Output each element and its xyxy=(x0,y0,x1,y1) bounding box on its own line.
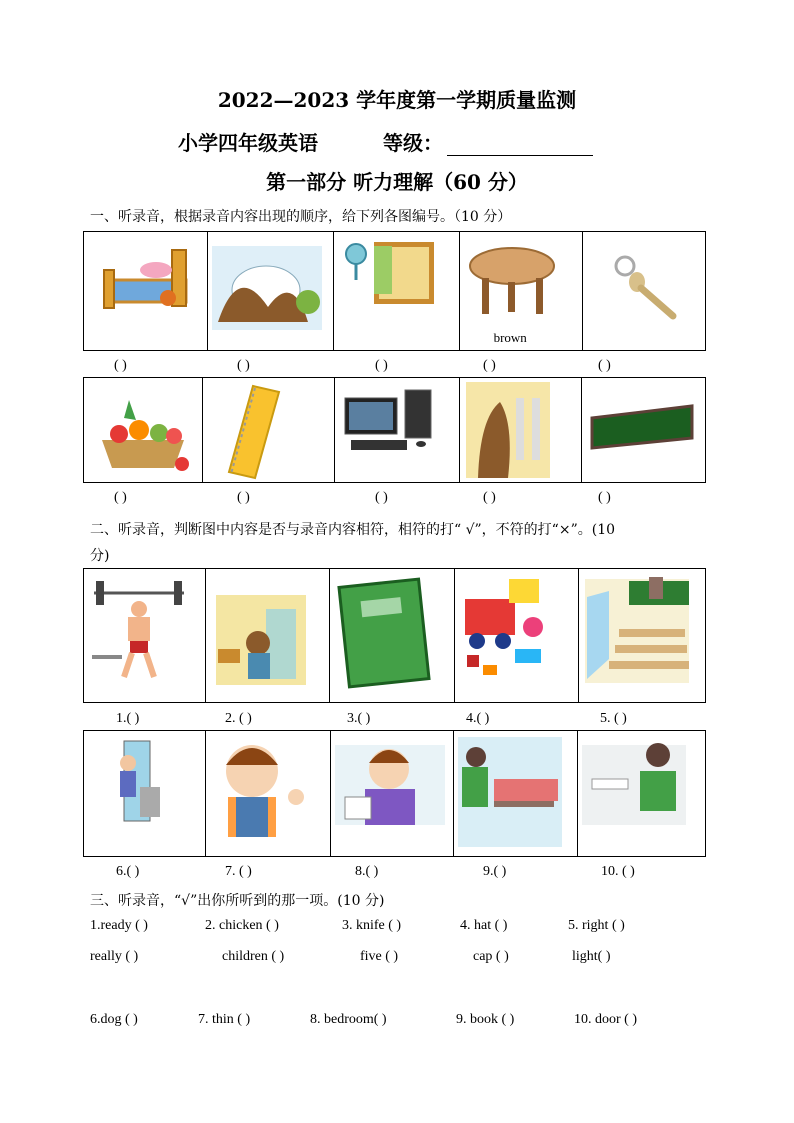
judge-2[interactable]: 2. ( ) xyxy=(225,711,252,726)
choice-5b[interactable]: light( ) xyxy=(572,949,611,964)
classroom-icon xyxy=(579,569,705,702)
judge-6[interactable]: 6.( ) xyxy=(116,864,140,879)
notebook-cell xyxy=(203,378,335,482)
boy-desk-cell xyxy=(454,731,578,856)
window-cleaning-cell xyxy=(208,232,334,350)
girl-door-icon xyxy=(84,731,206,856)
subtitle xyxy=(178,127,593,156)
teddy-classroom-cell xyxy=(206,569,330,702)
judge-4[interactable]: 4.( ) xyxy=(466,711,490,726)
window-fan-cell xyxy=(334,232,459,350)
wall-cell xyxy=(460,378,582,482)
judge-9[interactable]: 9.( ) xyxy=(483,864,507,879)
blank-1-4[interactable]: ( ) xyxy=(483,358,496,373)
choice-4b[interactable]: cap ( ) xyxy=(473,949,509,964)
table-cell xyxy=(460,232,583,350)
judge-10[interactable]: 10. ( ) xyxy=(601,864,635,879)
blackboard-icon xyxy=(582,378,705,482)
key-icon xyxy=(583,232,705,350)
page-title: 2022—2023 学年度第一学期质量监测 xyxy=(217,88,577,112)
blank-1-3[interactable]: ( ) xyxy=(375,358,388,373)
section1-row1 xyxy=(83,231,706,351)
teddy-classroom-icon xyxy=(206,569,330,702)
section2-row1 xyxy=(83,568,706,703)
blank-1-5[interactable]: ( ) xyxy=(598,358,611,373)
blank-1-1[interactable]: ( ) xyxy=(114,358,127,373)
choice-1a[interactable]: 1.ready ( ) xyxy=(90,918,148,933)
boy-waving-icon xyxy=(206,731,331,856)
weightlifter-cell xyxy=(84,569,206,702)
storybook-icon xyxy=(330,569,454,702)
blank-2-1[interactable]: ( ) xyxy=(114,490,127,505)
fruit-basket-cell xyxy=(84,378,203,482)
grade-label: 等级： xyxy=(382,131,443,155)
computer-icon xyxy=(335,378,459,482)
toys-icon xyxy=(455,569,579,702)
choice-3a[interactable]: 3. knife ( ) xyxy=(342,918,402,933)
choice-9[interactable]: 9. book ( ) xyxy=(456,1012,515,1027)
choice-3b[interactable]: five ( ) xyxy=(360,949,399,964)
section2-row2 xyxy=(83,730,706,857)
bed-cell xyxy=(84,232,208,350)
boy-light-switch-cell xyxy=(578,731,705,856)
choice-2b[interactable]: children ( ) xyxy=(222,949,285,964)
blank-2-3[interactable]: ( ) xyxy=(375,490,388,505)
subject-label: 小学四年级英语 xyxy=(178,131,318,155)
window-fan-icon xyxy=(334,232,459,350)
notebook-icon xyxy=(203,378,335,482)
choice-4a[interactable]: 4. hat ( ) xyxy=(460,918,508,933)
fruit-basket-icon xyxy=(84,378,203,482)
choice-1b[interactable]: really ( ) xyxy=(90,949,139,964)
blank-2-2[interactable]: ( ) xyxy=(237,490,250,505)
choice-5a[interactable]: 5. right ( ) xyxy=(568,918,625,933)
storybook-cell xyxy=(330,569,454,702)
blank-2-5[interactable]: ( ) xyxy=(598,490,611,505)
bed-icon xyxy=(84,232,208,350)
grade-field[interactable] xyxy=(447,133,593,156)
choice-8[interactable]: 8. bedroom( ) xyxy=(310,1012,387,1027)
weightlifter-icon xyxy=(84,569,206,702)
wall-icon xyxy=(460,378,582,482)
choice-7[interactable]: 7. thin ( ) xyxy=(198,1012,251,1027)
judge-8[interactable]: 8.( ) xyxy=(355,864,379,879)
boy-desk-icon xyxy=(454,731,578,856)
part-title: 第一部分 听力理解（60 分） xyxy=(266,170,528,194)
computer-cell xyxy=(335,378,459,482)
section1-row2 xyxy=(83,377,706,483)
judge-1[interactable]: 1.( ) xyxy=(116,711,140,726)
choice-6[interactable]: 6.dog ( ) xyxy=(90,1012,138,1027)
judge-5[interactable]: 5. ( ) xyxy=(600,711,627,726)
section2-instruction: 二、听录音，判断图中内容是否与录音内容相符，相符的打“ √”，不符的打“×”。(10 xyxy=(90,522,616,538)
girl-door-cell xyxy=(84,731,206,856)
boy-picture-icon xyxy=(331,731,453,856)
choice-2a[interactable]: 2. chicken ( ) xyxy=(205,918,279,933)
boy-light-switch-icon xyxy=(578,731,705,856)
boy-picture-cell xyxy=(331,731,453,856)
judge-7[interactable]: 7. ( ) xyxy=(225,864,252,879)
classroom-cell xyxy=(579,569,705,702)
key-cell xyxy=(583,232,705,350)
choice-10[interactable]: 10. door ( ) xyxy=(574,1012,637,1027)
section1-instruction: 一、听录音，根据录音内容出现的顺序，给下列各图编号。（10 分） xyxy=(90,209,512,225)
blank-2-4[interactable]: ( ) xyxy=(483,490,496,505)
toys-cell xyxy=(455,569,579,702)
judge-3[interactable]: 3.( ) xyxy=(347,711,371,726)
section2-instruction-cont: 分) xyxy=(90,548,110,564)
blank-1-2[interactable]: ( ) xyxy=(237,358,250,373)
window-cleaning-icon xyxy=(208,232,334,350)
brown-label: brown xyxy=(493,330,527,345)
section3-instruction: 三、听录音，“√”出你所听到的那一项。(10 分) xyxy=(90,893,385,909)
boy-waving-cell xyxy=(206,731,331,856)
blackboard-cell xyxy=(582,378,705,482)
